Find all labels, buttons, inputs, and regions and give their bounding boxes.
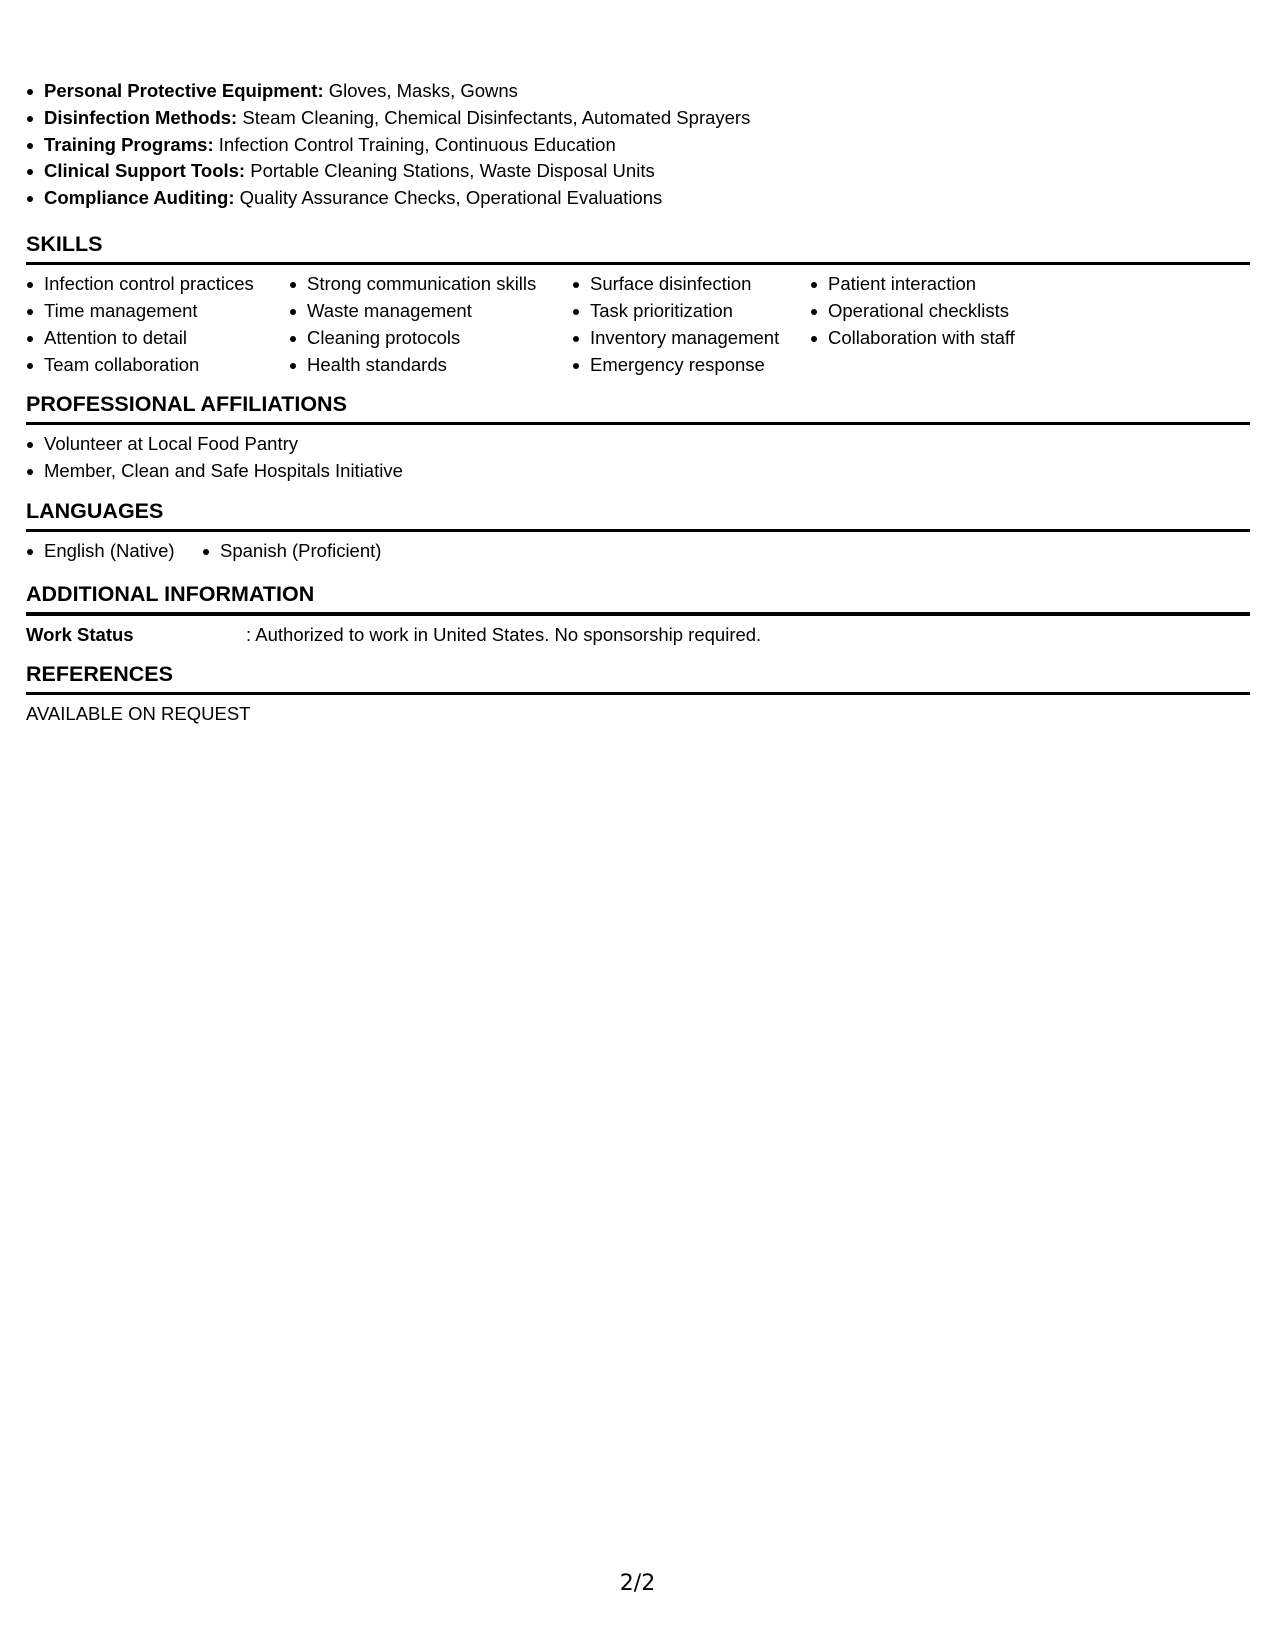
skill-item: Emergency response — [572, 352, 810, 379]
item-value: Steam Cleaning, Chemical Disinfectants, Automated Sprayers — [242, 106, 751, 128]
item-label: Training Programs: — [44, 133, 214, 155]
affiliation-item: Volunteer at Local Food Pantry — [26, 431, 1250, 458]
item-value: Gloves, Masks, Gowns — [328, 80, 518, 101]
section-title: ADDITIONAL INFORMATION — [26, 582, 315, 607]
section-title: LANGUAGES — [26, 498, 164, 523]
section-divider — [26, 422, 1250, 426]
languages-list — [26, 538, 1250, 565]
skill-item: Strong communication skills — [289, 271, 572, 298]
section-divider — [26, 692, 1250, 696]
section-divider — [26, 612, 1250, 616]
skills-grid — [26, 271, 1250, 378]
section-title: REFERENCES — [26, 661, 173, 686]
skill-item: Surface disinfection — [572, 271, 810, 298]
skills-column — [289, 271, 572, 378]
item-label: Compliance Auditing: — [44, 187, 235, 209]
technical-list — [26, 78, 1250, 212]
item-label: Personal Protective Equipment: — [44, 80, 324, 101]
section-divider — [26, 529, 1250, 533]
list-item — [26, 158, 1250, 185]
language-item: Spanish (Proficient) — [202, 538, 381, 565]
section-title: SKILLS — [26, 231, 103, 256]
skills-column — [810, 271, 1070, 378]
skill-item: Infection control practices — [26, 271, 289, 298]
list-item — [26, 78, 1250, 105]
skills-section — [26, 232, 1250, 379]
additional-section — [26, 582, 1250, 648]
skills-column — [26, 271, 289, 378]
references-text: AVAILABLE ON REQUEST — [26, 703, 251, 725]
references-section — [26, 662, 1250, 728]
section-divider — [26, 262, 1250, 266]
item-value: Infection Control Training, Continuous Education — [218, 133, 616, 155]
list-item — [26, 132, 1250, 159]
language-item: English (Native) — [26, 538, 202, 565]
skill-item: Waste management — [289, 298, 572, 325]
skill-item: Inventory management — [572, 325, 810, 352]
affiliation-item: Member, Clean and Safe Hospitals Initiative — [26, 458, 1250, 485]
skill-item: Patient interaction — [810, 271, 1070, 298]
item-label: Disinfection Methods: — [44, 106, 238, 128]
item-value: Quality Assurance Checks, Operational Evaluations — [239, 187, 663, 209]
skill-item: Team collaboration — [26, 352, 289, 379]
skills-column — [572, 271, 810, 378]
skill-item: Time management — [26, 298, 289, 325]
item-label: Clinical Support Tools: — [44, 160, 246, 182]
item-value: Portable Cleaning Stations, Waste Disposal Units — [250, 160, 655, 182]
skill-item: Health standards — [289, 352, 572, 379]
skill-item: Cleaning protocols — [289, 325, 572, 352]
affiliations-list — [26, 431, 1250, 485]
section-title: PROFESSIONAL AFFILIATIONS — [26, 391, 347, 416]
work-status-value: : Authorized to work in United States. No sponsorship required. — [246, 623, 762, 645]
page-number: 2/2 — [619, 1571, 656, 1596]
affiliations-section — [26, 392, 1250, 485]
skill-item: Attention to detail — [26, 325, 289, 352]
list-item — [26, 185, 1250, 212]
work-status-label: Work Status — [26, 623, 134, 645]
languages-section — [26, 499, 1250, 565]
skill-item: Task prioritization — [572, 298, 810, 325]
list-item — [26, 105, 1250, 132]
work-status-row — [26, 622, 1250, 648]
skill-item: Collaboration with staff — [810, 325, 1070, 352]
skill-item: Operational checklists — [810, 298, 1070, 325]
resume-page — [26, 78, 1250, 727]
